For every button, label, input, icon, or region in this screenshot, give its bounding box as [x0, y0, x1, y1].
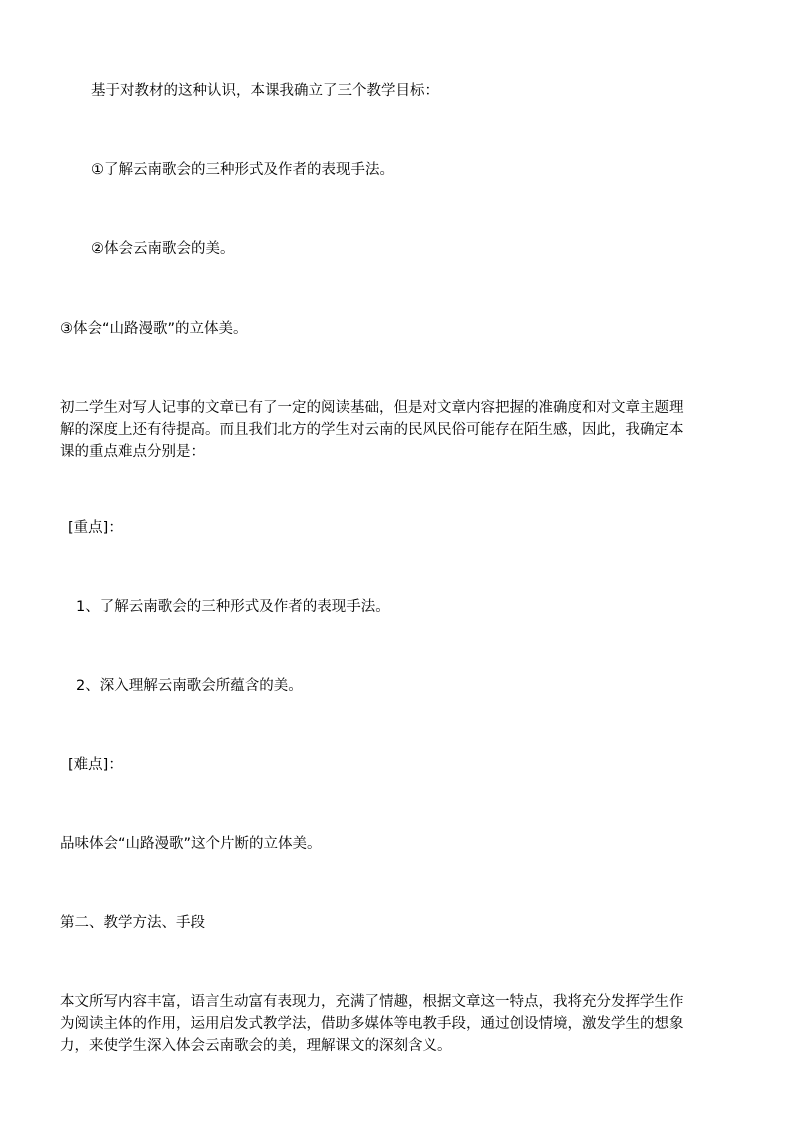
key-points-heading: [重点]：: [68, 520, 123, 536]
analysis-paragraph: [60, 397, 740, 463]
goal-item-2: ②体会云南歌会的美。: [91, 241, 235, 257]
method-line: 为阅读主体的作用，运用启发式教学法，借助多媒体等电教手段，通过创设情境，激发学生的想象: [60, 1016, 684, 1032]
analysis-line: 课的重点难点分别是：: [60, 444, 205, 460]
difficulty-heading: [难点]：: [68, 757, 123, 773]
analysis-line: 初二学生对写人记事的文章已有了一定的阅读基础，但是对文章内容把握的准确度和对文章主题理: [60, 400, 684, 416]
key-point-item-2: 2、深入理解云南歌会所蕴含的美。: [76, 678, 303, 694]
method-line: 本文所写内容丰富，语言生动富有表现力，充满了情趣，根据文章这一特点，我将充分发挥学生作: [60, 994, 684, 1010]
difficulty-text: 品味体会“山路漫歌”这个片断的立体美。: [60, 836, 322, 852]
method-line: 力，来使学生深入体会云南歌会的美，理解课文的深刻含义。: [60, 1038, 452, 1054]
section-heading: 第二、教学方法、手段: [60, 915, 205, 931]
key-point-item-1: 1、了解云南歌会的三种形式及作者的表现手法。: [76, 599, 390, 615]
method-paragraph: [60, 991, 740, 1057]
goal-item-1: ①了解云南歌会的三种形式及作者的表现手法。: [91, 162, 394, 178]
intro-paragraph: 基于对教材的这种认识，本课我确立了三个教学目标：: [91, 83, 439, 99]
analysis-line: 解的深度上还有待提高。而且我们北方的学生对云南的民风民俗可能存在陌生感，因此，我确定本: [60, 422, 684, 438]
goal-item-3: ③体会“山路漫歌”的立体美。: [60, 321, 248, 337]
